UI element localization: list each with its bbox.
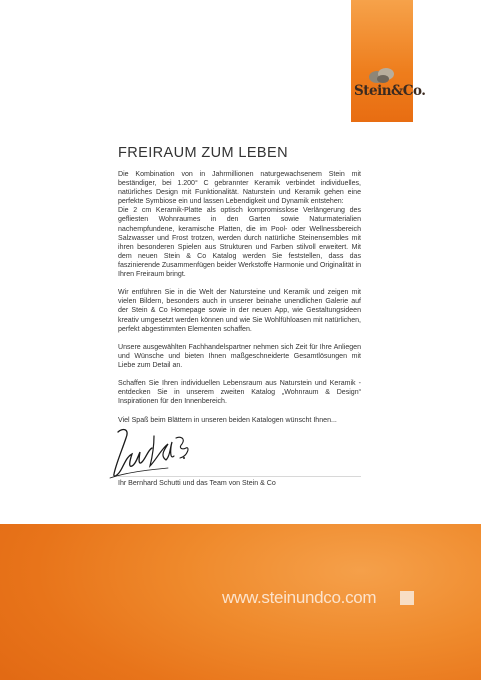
signature-rule: [118, 476, 361, 477]
paragraph: Die Kombination von in Jahrmillionen naturgewachsenem Stein mit beständiger, bei 1.200° C gebrannter Keramik verbindet individuelles, natürliches Design mit Funktionalität. Naturstein und Keramik gehen eine perfekte Symbiose ein und lassen Lebendigkeit und Dynamik entstehen:: [118, 171, 361, 206]
square-icon: [400, 591, 414, 605]
paragraph: Schaffen Sie Ihren individuellen Lebensraum aus Naturstein und Keramik - entdecken Sie in unserem zweiten Katalog „Wohnraum & Design“ Inspirationen für den Innenbereich.: [118, 380, 361, 406]
handwritten-signature: [108, 426, 198, 482]
paragraph: Wir entführen Sie in die Welt der Natursteine und Keramik und zeigen mit vielen Bildern, besonders auch in unserer beinahe unendlichen Galerie auf der Stein & Co Homepage sowie in der neuen App, wie Gestaltungsideen kreativ umgesetzt werden können und wie Sie Wohlfühloasen mit natürlichen, perfekt abgestimmten Elementen schaffen.: [118, 289, 361, 333]
letter-body: [118, 170, 361, 434]
paragraph: Unsere ausgewählten Fachhandelspartner nehmen sich Zeit für Ihre Anliegen und Wünsche und bieten Ihnen maßgeschneiderte Gesamtlösungen mit Liebe zum Detail an.: [118, 343, 361, 369]
brand-logo-text: Stein&Co.: [354, 83, 426, 99]
signature-dot: [183, 457, 185, 459]
page-title: FREIRAUM ZUM LEBEN: [118, 145, 288, 161]
brand-logo-tab: [351, 0, 426, 122]
closing-line: Ihr Bernhard Schutti und das Team von Stein & Co: [118, 480, 276, 487]
footer-band: [0, 524, 481, 680]
paragraph: Die 2 cm Keramik-Platte als optisch kompromisslose Verlängerung des gefliesten Wohnraumes in den Garten sowie Naturmaterialien nachempfundene, keramische Platten, die im Pool- oder Wellnessbereich Salzwasser und Frost trotzen, werden durch natürliche Steinensembles mit ihren besonderen Spielen aus Strukturen und Farben stilvoll erweitert. Mit dem neuen Stein & Co Katalog werden Sie feststellen, dass das faszinierende Zusammenfügen beider Werkstoffe Harmonie und Originalität in Ihren Freiraum bringt.: [118, 207, 361, 279]
paragraph: Viel Spaß beim Blättern in unseren beiden Katalogen wünscht Ihnen...: [118, 416, 337, 424]
website-link[interactable]: www.steinundco.com: [222, 588, 377, 607]
